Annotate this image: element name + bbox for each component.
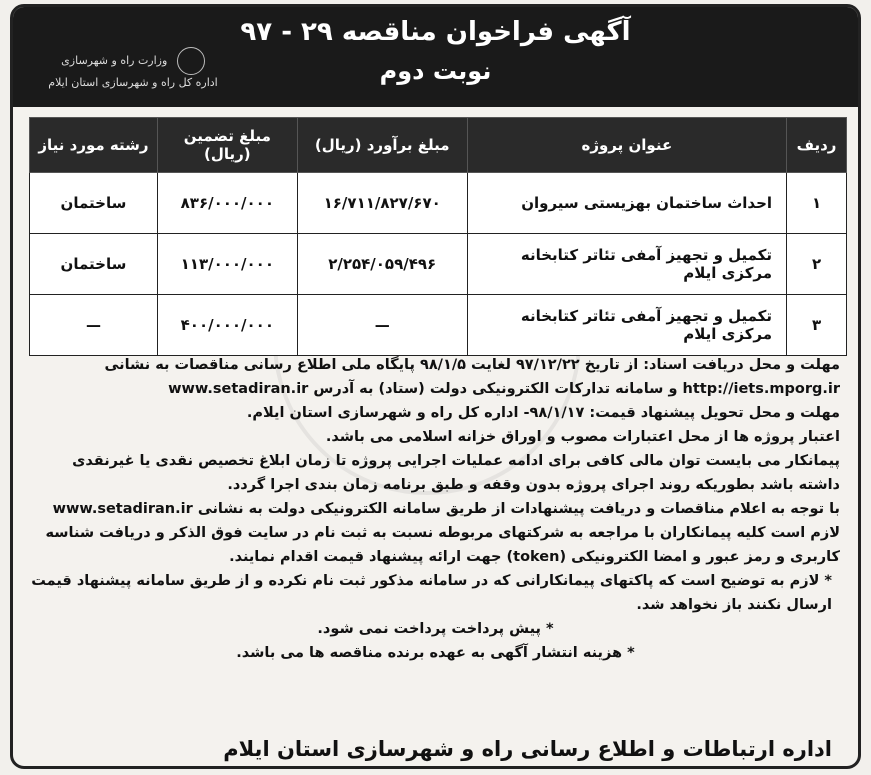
row-estimate: — (297, 295, 467, 356)
row-name: تکمیل و تجهیز آمفی تئاتر کتابخانه مرکزی ایلام (467, 234, 786, 295)
note-prepayment: * پیش پرداخت پرداخت نمی شود. (317, 621, 554, 637)
row-idx: ۱ (787, 173, 847, 234)
col-header-estimate: مبلغ برآورد (ریال) (297, 118, 467, 173)
logo-line-1: وزارت راه و شهرسازی (61, 54, 168, 67)
row-guarantee: ۴۰۰/۰۰۰/۰۰۰ (157, 295, 297, 356)
table-row (30, 295, 847, 356)
row-estimate: ۱۶/۷۱۱/۸۲۷/۶۷۰ (297, 173, 467, 234)
note-publication-cost: * هزینه انتشار آگهی به عهده برنده مناقصه ها می باشد. (236, 645, 635, 661)
col-header-name: عنوان پروژه (467, 118, 786, 173)
row-guarantee: ۸۳۶/۰۰۰/۰۰۰ (157, 173, 297, 234)
funding-source: اعتبار پروژه ها از محل اعتبارات مصوب و اوراق خزانه اسلامی می باشد. (325, 429, 840, 445)
row-name: احداث ساختمان بهزیستی سیروان (467, 173, 786, 234)
issuer-signature: اداره ارتباطات و اطلاع رسانی راه و شهرسازی استان ایلام (223, 737, 832, 761)
table-header-row (30, 118, 847, 173)
col-header-idx: ردیف (787, 118, 847, 173)
col-header-guarantee: مبلغ تضمین (ریال) (157, 118, 297, 173)
registration-instructions: با توجه به اعلام مناقصات و دریافت پیشنهادات از طریق سامانه الکترونیکی دولت به نشانی www.setadiran.ir لازم است کلیه پیمانکاران با مراجعه به شرکتهای مربوطه نسبت به ثبت نام در سایت فوق الذکر و دریافت شناسه کاربری و رمز عبور و امضا الکترونیکی (token) جهت ارائه پیشنهاد قیمت اقدام نمایند. (45, 501, 840, 565)
documents-deadline: مهلت و محل دریافت اسناد: از تاریخ ۹۷/۱۲/۲۲ لغایت ۹۸/۱/۵ پایگاه ملی اطلاع رسانی مناقصات به نشانی http://iets.mporg.ir و سامانه تدارکات الکترونیکی دولت (ستاد) به آدرس www.setadiran.ir (104, 357, 840, 397)
row-field: ساختمان (30, 234, 158, 295)
announcement-body (31, 353, 840, 665)
row-idx: ۲ (787, 234, 847, 295)
row-guarantee: ۱۱۳/۰۰۰/۰۰۰ (157, 234, 297, 295)
projects-table (29, 117, 847, 356)
table-row (30, 173, 847, 234)
header (13, 7, 858, 107)
logo-line-2: اداره کل راه و شهرسازی استان ایلام (48, 76, 218, 89)
row-field: — (30, 295, 158, 356)
col-header-field: رشته مورد نیاز (30, 118, 158, 173)
financial-requirement: پیمانکار می بایست توان مالی کافی برای ادامه عملیات اجرایی پروژه تا زمان ابلاغ تخصیص نقدی یا غیرنقدی داشته باشد بطوریکه روند اجرای پروژه بدون وقفه و طبق برنامه زمان بندی اجرا گردد. (72, 453, 840, 493)
ministry-logo (33, 47, 233, 107)
row-estimate: ۲/۲۵۴/۰۵۹/۴۹۶ (297, 234, 467, 295)
announcement-frame (10, 4, 861, 769)
page-subtitle: نوبت دوم (379, 57, 492, 85)
row-field: ساختمان (30, 173, 158, 234)
seal-icon (177, 47, 205, 75)
row-idx: ۳ (787, 295, 847, 356)
row-name: تکمیل و تجهیز آمفی تئاتر کتابخانه مرکزی ایلام (467, 295, 786, 356)
note-unregistered: * لازم به توضیح است که پاکتهای پیمانکارانی که در سامانه مذکور ثبت نام نکرده و از طریق سامانه پیشنهاد قیمت ارسال نکنند باز نخواهد شد. (31, 573, 832, 613)
table-row (30, 234, 847, 295)
page-title: آگهی فراخوان مناقصه ۲۹ - ۹۷ (240, 17, 631, 47)
submission-deadline: مهلت و محل تحویل پیشنهاد قیمت: ۹۸/۱/۱۷- اداره کل راه و شهرسازی استان ایلام. (246, 405, 840, 421)
